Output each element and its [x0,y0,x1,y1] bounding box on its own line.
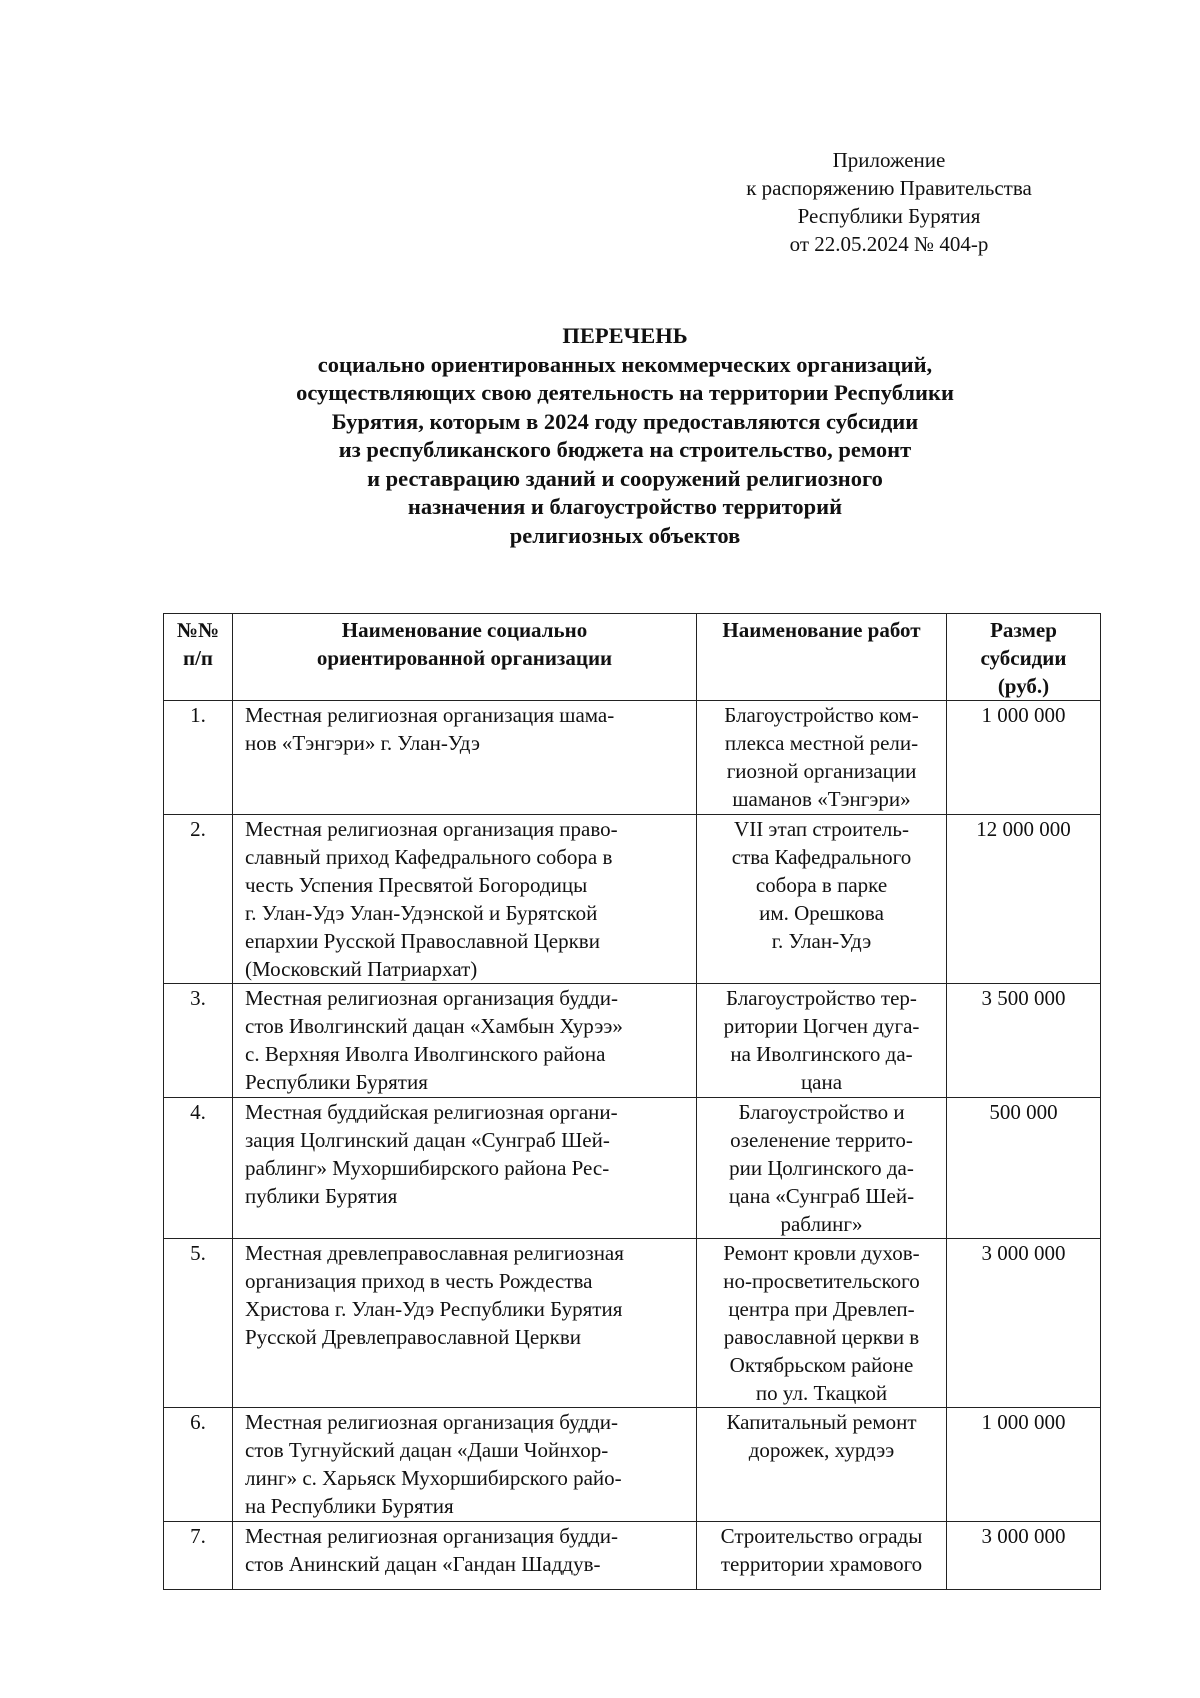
works-line: плекса местной рели- [724,731,919,755]
works-line: по ул. Ткацкой [755,1381,888,1405]
organization-name [233,815,697,984]
organization-line: публики Бурятия [245,1184,398,1208]
organization-line: Русской Древлеправославной Церкви [245,1325,581,1349]
works-line: Благоустройство и [738,1100,905,1124]
organization-name [233,984,697,1098]
works-line: ритории Цогчен дуга- [723,1014,920,1038]
organization-name [233,1239,697,1408]
table-row [164,815,1101,984]
works-line: центра при Древлеп- [728,1297,915,1321]
works-line: Капитальный ремонт [726,1410,917,1434]
row-number: 7. [164,1522,233,1590]
header-line: ориентированной организации [316,646,613,670]
organization-line: г. Улан-Удэ Улан-Удэнской и Бурятской [245,901,598,925]
header-line: Наименование работ [722,618,921,642]
subsidy-amount: 3 000 000 [947,1522,1101,1590]
works-line: шаманов «Тэнгэри» [732,787,911,811]
header-num [164,614,233,701]
subsidy-amount: 12 000 000 [947,815,1101,984]
works-line: но-просветительского [723,1269,920,1293]
subsidy-amount: 3 000 000 [947,1239,1101,1408]
row-number: 6. [164,1408,233,1522]
row-number: 2. [164,815,233,984]
organization-line: на Республики Бурятия [245,1494,454,1518]
table-row [164,1239,1101,1408]
works-line: территории храмового [720,1552,923,1576]
works-line: равославной церкви в [723,1325,920,1349]
works-description [697,1239,947,1408]
organization-line: зация Цолгинский дацан «Сунграб Шей- [245,1128,610,1152]
works-line: Ремонт кровли духов- [723,1241,920,1265]
organization-line: Христова г. Улан-Удэ Республики Бурятия [245,1297,623,1321]
appendix-date-number: от 22.05.2024 № 404-р [789,232,989,256]
heading-line: назначения и благоустройство территорий [407,494,843,519]
table-row [164,1522,1101,1590]
table-row [164,984,1101,1098]
subsidy-amount: 3 500 000 [947,984,1101,1098]
works-line: озеленение террито- [730,1128,913,1152]
organization-line: славный приход Кафедрального собора в [245,845,613,869]
works-line: гиозной организации [726,759,917,783]
appendix-line: к распоряжению Правительства [746,176,1032,200]
organization-line: Местная религиозная организация право- [245,817,618,841]
document-heading [150,322,1100,550]
header-line: Размер [990,618,1057,642]
organization-line: Местная религиозная организация будди- [245,986,618,1010]
organization-line: Местная религиозная организация шама- [245,703,615,727]
works-description [697,815,947,984]
heading-line: осуществляющих свою деятельность на территории Республики [296,380,954,405]
heading-line: и реставрацию зданий и сооружений религиозного [367,465,883,491]
organization-line: организация приход в честь Рождества [245,1269,593,1293]
organization-line: стов Анинский дацан «Гандан Шаддув- [245,1552,601,1576]
header-line: Наименование социально [341,618,588,642]
header-line: п/п [182,646,214,670]
works-description [697,1098,947,1239]
works-line: рии Цолгинского да- [729,1156,914,1180]
row-number: 5. [164,1239,233,1408]
organization-name [233,1522,697,1590]
organization-line: Местная религиозная организация будди- [245,1410,618,1434]
heading-title: ПЕРЕЧЕНЬ [562,323,688,348]
works-line: Октябрьском районе [729,1353,914,1377]
appendix-line: Республики Бурятия [797,204,981,228]
organization-line: стов Тугнуйский дацан «Даши Чойнхор- [245,1438,609,1462]
row-number: 1. [164,701,233,815]
subsidy-amount: 1 000 000 [947,701,1101,815]
organization-line: Местная буддийская религиозная органи- [245,1100,618,1124]
row-number: 4. [164,1098,233,1239]
row-number: 3. [164,984,233,1098]
organization-line: Местная религиозная организация будди- [245,1524,618,1548]
works-description [697,1522,947,1590]
heading-line: социально ориентированных некоммерческих организаций, [317,351,933,377]
heading-line: из республиканского бюджета на строительство, ремонт [338,437,912,462]
subsidy-amount: 1 000 000 [947,1408,1101,1522]
organization-line: раблинг» Мухоршибирского района Рес- [245,1156,610,1180]
organization-line: честь Успения Пресвятой Богородицы [245,873,588,897]
table-row [164,701,1101,815]
organization-line: с. Верхняя Иволга Иволгинского района [245,1042,606,1066]
works-line: собора в парке [755,873,888,897]
heading-line: религиозных объектов [509,522,741,548]
works-line: на Иволгинского да- [730,1042,913,1066]
works-line: им. Орешкова [759,901,884,925]
header-amount [947,614,1101,701]
organization-line: епархии Русской Православной Церкви [245,929,600,953]
subsidy-amount: 500 000 [947,1098,1101,1239]
works-line: цана «Сунграб Шей- [728,1184,915,1208]
table-row [164,1408,1101,1522]
works-line: Благоустройство тер- [726,986,917,1010]
works-description [697,1408,947,1522]
organization-name [233,701,697,815]
organization-line: Республики Бурятия [245,1070,428,1094]
works-description [697,701,947,815]
table-header-row [164,614,1101,701]
organization-name [233,1408,697,1522]
header-works [697,614,947,701]
works-line: г. Улан-Удэ [771,929,872,953]
header-line: (руб.) [997,674,1050,698]
works-line: Благоустройство ком- [724,703,919,727]
works-line: ства Кафедрального [731,845,912,869]
header-organization [233,614,697,701]
header-line: субсидии [980,646,1067,670]
works-line: дорожек, хурдээ [748,1438,895,1462]
organization-line: стов Иволгинский дацан «Хамбын Хурээ» [245,1014,623,1038]
header-line: №№ [176,618,220,642]
works-line: VII этап строитель- [734,817,909,841]
table-row [164,1098,1101,1239]
organizations-table [163,613,1101,1590]
works-line: раблинг» [780,1212,863,1236]
works-line: Строительство ограды [720,1524,923,1548]
organization-line: нов «Тэнгэри» г. Улан-Удэ [245,731,481,755]
appendix-line: Приложение [832,148,946,172]
heading-line: Бурятия, которым в 2024 году предоставляются субсидии [331,408,919,434]
appendix-note [722,146,1056,258]
organization-name [233,1098,697,1239]
organization-line: Местная древлеправославная религиозная [245,1241,624,1265]
organization-line: линг» с. Харьяск Мухоршибирского райо- [245,1466,622,1490]
organization-line: (Московский Патриархат) [245,957,478,981]
works-line: цана [800,1070,843,1094]
works-description [697,984,947,1098]
